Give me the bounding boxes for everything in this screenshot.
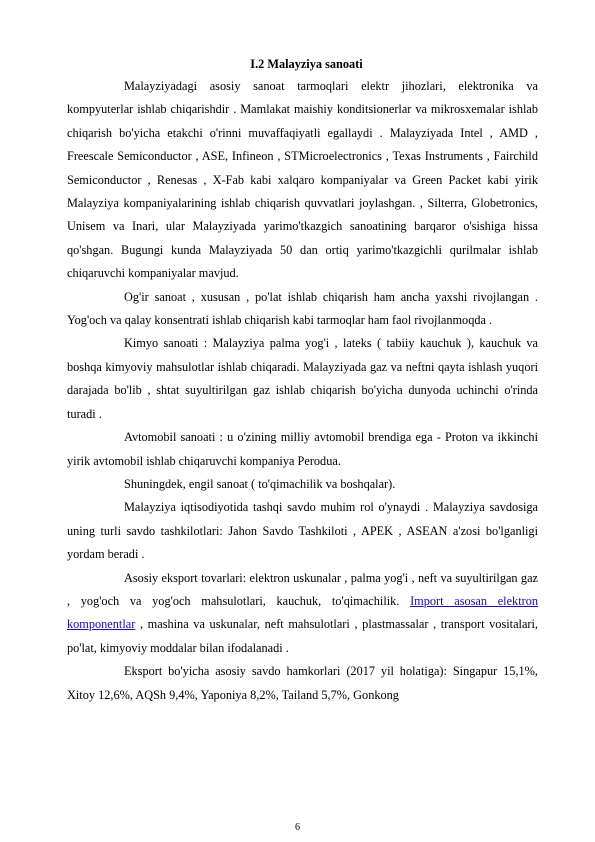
paragraph-foreign-trade: Malayziya iqtisodiyotida tashqi savdo muhim rol o'ynaydi . Malayziya savdosiga uning turli savdo tashkilotlari: Jahon Savdo Tashkiloti , APEK , ASEAN a'zosi bo'lganligi yordam beradi . [67, 500, 538, 562]
export-text: Asosiy eksport tovarlari: elektron uskunalar , palma yog'i , neft va suyultirilgan gaz , yog'och va yog'och mahsulotlari, kauchuk, to'qimachilik. [67, 570, 538, 608]
page-number: 6 [295, 822, 300, 833]
import-link[interactable]: Import asosan elektron komponentlar [67, 593, 538, 632]
paragraph-trade-partners: Eksport bo'yicha asosiy savdo hamkorlari (2017 yil holatiga): Singapur 15,1%, Xitoy 12,6%, AQSh 9,4%, Yaponiya 8,2%, Tailand 5,7%, Gonkong [67, 664, 538, 702]
import-text: , mashina va uskunalar, neft mahsulotlari , plastmassalar , transport vositalari, po'lat, kimyoviy moddalar bilan ifodalanadi . [67, 617, 538, 655]
paragraph-automotive: Avtomobil sanoati : u o'zining milliy avtomobil brendiga ega - Proton va ikkinchi yirik avtomobil ishlab chiqaruvchi kompaniya Perodua. [67, 430, 538, 468]
paragraph-heavy-industry: Og'ir sanoat , xususan , po'lat ishlab chiqarish ham ancha yaxshi rivojlangan . Yog'och va qalay konsentrati ishlab chiqarish kabi tarmoqlar ham faol rivojlanmoqda . [67, 289, 538, 328]
paragraph-exports-imports [67, 567, 538, 661]
page-content [67, 54, 538, 707]
paragraph-light-industry: Shuningdek, engil sanoat ( to'qimachilik va boshqalar). [124, 476, 396, 491]
paragraph-chemical-industry: Kimyo sanoati : Malayziya palma yog'i , lateks ( tabiiy kauchuk ), kauchuk va boshqa kimyoviy mahsulotlar ishlab chiqaradi. Malayziyada gaz va neftni qayta ishlash yuqori darajada bo'lib , shtat suyultirilgan gaz ishlab chiqarish bo'yicha dunyoda uchinchi o'rinda turadi . [67, 336, 538, 421]
section-title: I.2 Malayziya sanoati [250, 57, 363, 71]
paragraph-electronics: Malayziyadagi asosiy sanoat tarmoqlari elektr jihozlari, elektronika va kompyuterlar ishlab chiqarishdir . Mamlakat maishiy konditsionerlar va mikrosxemalar ishlab chiqarish bo'yicha etakchi o'rinni muvaffaqiyatli egallaydi . Malayziyada Intel , AMD , Freescale Semiconductor , ASE, Infineon , STMicroelectronics , Texas Instruments , Fairchild Semiconductor , Renesas , X-Fab kabi xalqaro kompaniyalar va Green Packet kabi yirik Malayziya kompaniyalarining ishlab chiqarish quvvatlari joylashgan. , Silterra, Globetronics, Unisem va Inari, ular Malayziyada yarimo'tkazgich sanoatining barqaror o'sishiga hissa qo'shgan. Bugungi kunda Malayziyada 50 dan ortiq yarimo'tkazgichli qurilmalar ishlab chiqaruvchi kompaniyalar mavjud. [67, 79, 538, 281]
